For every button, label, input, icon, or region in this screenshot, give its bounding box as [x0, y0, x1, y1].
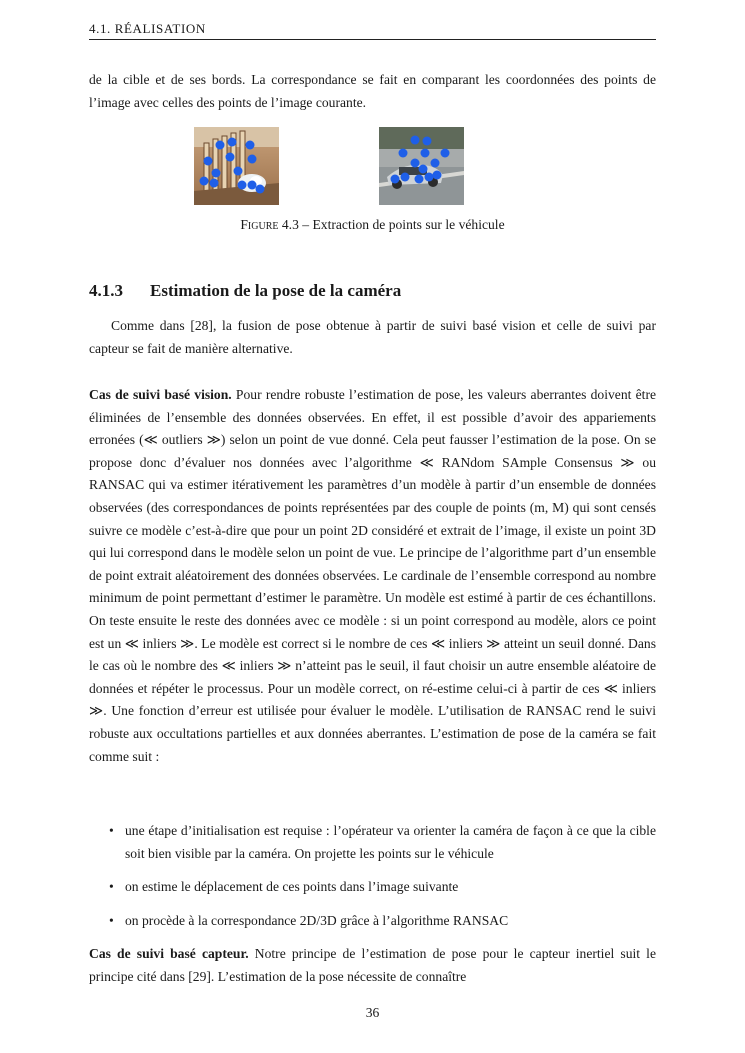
section-title: Estimation de la pose de la caméra — [150, 281, 402, 300]
feature-point — [431, 159, 440, 168]
feature-point — [228, 138, 237, 147]
list-item: • on estime le déplacement de ces points dans l’image suivante — [89, 876, 656, 899]
figure-caption-text: – Extraction de points sur le véhicule — [298, 217, 505, 232]
feature-point — [433, 171, 442, 180]
feature-point — [256, 185, 265, 194]
feature-point — [411, 159, 420, 168]
feature-point — [238, 181, 247, 190]
feature-point — [210, 179, 219, 188]
feature-point — [216, 141, 225, 150]
list-item: • on procède à la correspondance 2D/3D grâce à l’algorithme RANSAC — [89, 910, 656, 933]
feature-point — [226, 153, 235, 162]
feature-point — [419, 165, 428, 174]
feature-point — [441, 149, 450, 158]
feature-point — [425, 173, 434, 182]
list-item: • une étape d’initialisation est requise : l’opérateur va orienter la caméra de façon à ce que la cible soit bien visible par la caméra. On projette les points sur le véhicule — [89, 820, 656, 865]
feature-point — [212, 169, 221, 178]
pose-steps-list — [89, 820, 656, 943]
figure-image-fence-vehicle — [194, 127, 279, 205]
section-number: 4.1.3 — [89, 281, 123, 300]
figure-label: Figure 4.3 — [240, 217, 299, 232]
paragraph-fusion: Comme dans [28], la fusion de pose obtenue à partir de suivi basé vision et celle de suivi par capteur se fait de manière alternative. — [89, 318, 656, 356]
feature-point — [246, 141, 255, 150]
paragraph-vision-text: Pour rendre robuste l’estimation de pose, les valeurs aberrantes doivent être éliminées de l’ensemble des données observées. En effet, il est possible d’avoir des appariements erronées (≪ outliers ≫) selon un point de vue donné. Cela peut fausser l’estimation de la pose. On se propose donc d’évaluer nos données avec l’algorithme ≪ RANdom SAmple Consensus ≫ ou RANSAC qui va estimer itérativement les paramètres d’un modèle à partir d’un ensemble de données observées (des correspondances de points représentées par des couple de points (m, M) qui sont censés suivre ce modèle c’est-à-dire que pour un point 2D considéré et extrait de l’image, il existe un point 3D qui lui correspond dans le modèle selon un point de vue. Le principe de l’algorithme part d’un ensemble de point extrait aléatoirement des données observées. Le cardinale de l’ensemble correspond au nombre minimum de point permettant d’estimer le paramètre. Un modèle est estimé à partir de ces échantillons. On teste ensuite le reste des données avec ce modèle : si un point correspond au modèle, alors ce point est un ≪ inliers ≫. Le modèle est correct si le nombre de ces ≪ inliers ≫ atteint un seuil donné. Dans le cas où le nombre des ≪ inliers ≫ n’atteint pas le seuil, il faut choisir un autre ensemble aléatoire de données et répéter le processus. Pour un modèle correct, on ré-estime celui-ci à partir de ces ≪ inliers ≫. Une fonction d’erreur est utilisée pour évaluer le modèle. L’utilisation de RANSAC rend le suivi robuste aux occultations partielles et aux données aberrantes. L’estimation de pose de la caméra se fait comme suit : — [89, 387, 657, 764]
page-number: 36 — [365, 1005, 380, 1020]
figure-images — [89, 127, 656, 205]
intro-paragraph: de la cible et de ses bords. La correspondance se fait en comparant les coordonnées des points de l’image avec celles des points de l’image courante. — [89, 72, 656, 110]
feature-point — [399, 149, 408, 158]
feature-point — [234, 167, 243, 176]
feature-point — [401, 173, 410, 182]
paragraph-vision-lead: Cas de suivi basé vision. — [89, 387, 232, 402]
figure-caption — [89, 217, 656, 233]
feature-point — [391, 175, 400, 184]
feature-point — [248, 181, 257, 190]
feature-point — [204, 157, 213, 166]
paragraph-sensor-tracking — [89, 943, 656, 988]
paragraph-vision-tracking — [89, 384, 656, 768]
feature-point — [421, 149, 430, 158]
paragraph-sensor-text: Notre principe de l’estimation de pose pour le capteur inertiel suit le principe cité dans [29]. L’estimation de la pose nécessite de connaître — [89, 946, 656, 984]
figure-image-car-road — [379, 127, 464, 205]
section-heading — [89, 281, 656, 301]
feature-point — [423, 137, 432, 146]
feature-point — [200, 177, 209, 186]
feature-point — [415, 175, 424, 184]
feature-point — [411, 136, 420, 145]
feature-point — [248, 155, 257, 164]
running-head: 4.1. RÉALISATION — [89, 21, 656, 40]
paragraph-sensor-lead: Cas de suivi basé capteur. — [89, 946, 249, 961]
